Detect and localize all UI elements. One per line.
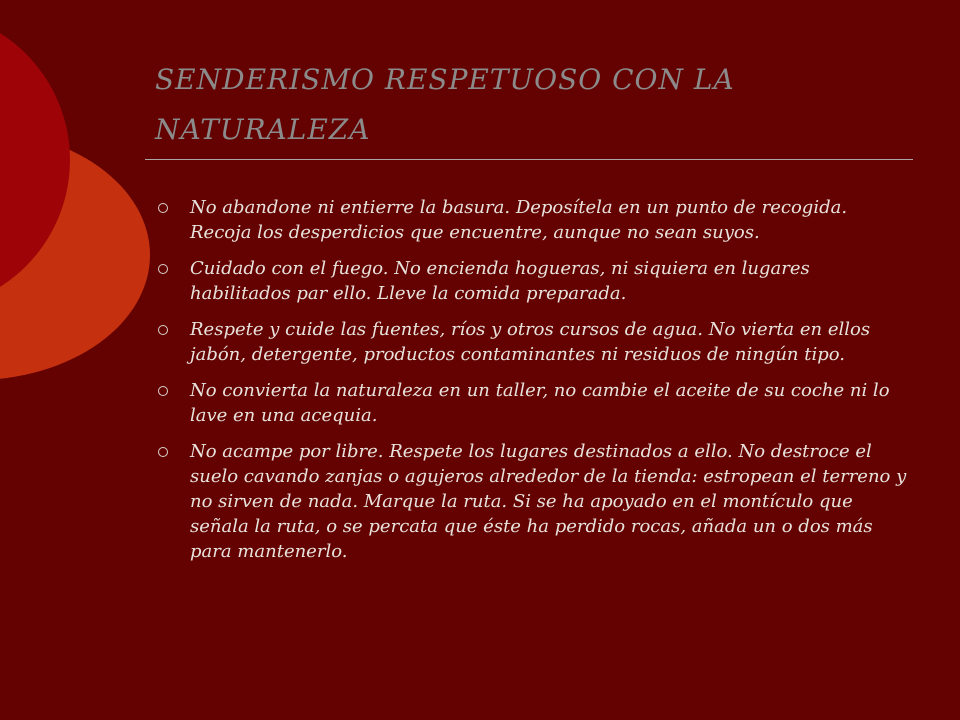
hollow-circle-icon bbox=[158, 325, 168, 335]
bullet-item bbox=[157, 317, 907, 367]
bullet-text: Cuidado con el fuego. No encienda hogueras, ni siquiera en lugares habilitados par ello. Lleve la comida preparada. bbox=[190, 258, 810, 304]
hollow-circle-icon bbox=[158, 447, 168, 457]
bullet-item bbox=[157, 378, 907, 428]
bullet-text: Respete y cuide las fuentes, ríos y otros cursos de agua. No vierta en ellos jabón, detergente, productos contaminantes ni residuos de ningún tipo. bbox=[190, 319, 871, 365]
hollow-circle-icon bbox=[158, 386, 168, 396]
bullet-list bbox=[157, 195, 907, 575]
title-divider bbox=[145, 159, 913, 160]
bullet-text: No convierta la naturaleza en un taller, no cambie el aceite de su coche ni lo lave en una acequia. bbox=[190, 380, 890, 426]
bullet-item bbox=[157, 256, 907, 306]
bullet-text: No abandone ni entierre la basura. Deposítela en un punto de recogida. Recoja los desperdicios que encuentre, aunque no sean suyos. bbox=[190, 197, 848, 243]
hollow-circle-icon bbox=[158, 203, 168, 213]
bullet-item bbox=[157, 195, 907, 245]
slide-title: SENDERISMO RESPETUOSO CON LA NATURALEZA bbox=[155, 63, 735, 146]
hollow-circle-icon bbox=[158, 264, 168, 274]
bullet-item bbox=[157, 439, 907, 564]
bullet-text: No acampe por libre. Respete los lugares destinados a ello. No destroce el suelo cavando zanjas o agujeros alrededor de la tienda: estropean el terreno y no sirven de nada. Marque la ruta. Si se ha apoyado en el montículo que señala la ruta, o se percata que éste ha perdido rocas, añada un o dos más para mantenerlo. bbox=[190, 441, 907, 562]
